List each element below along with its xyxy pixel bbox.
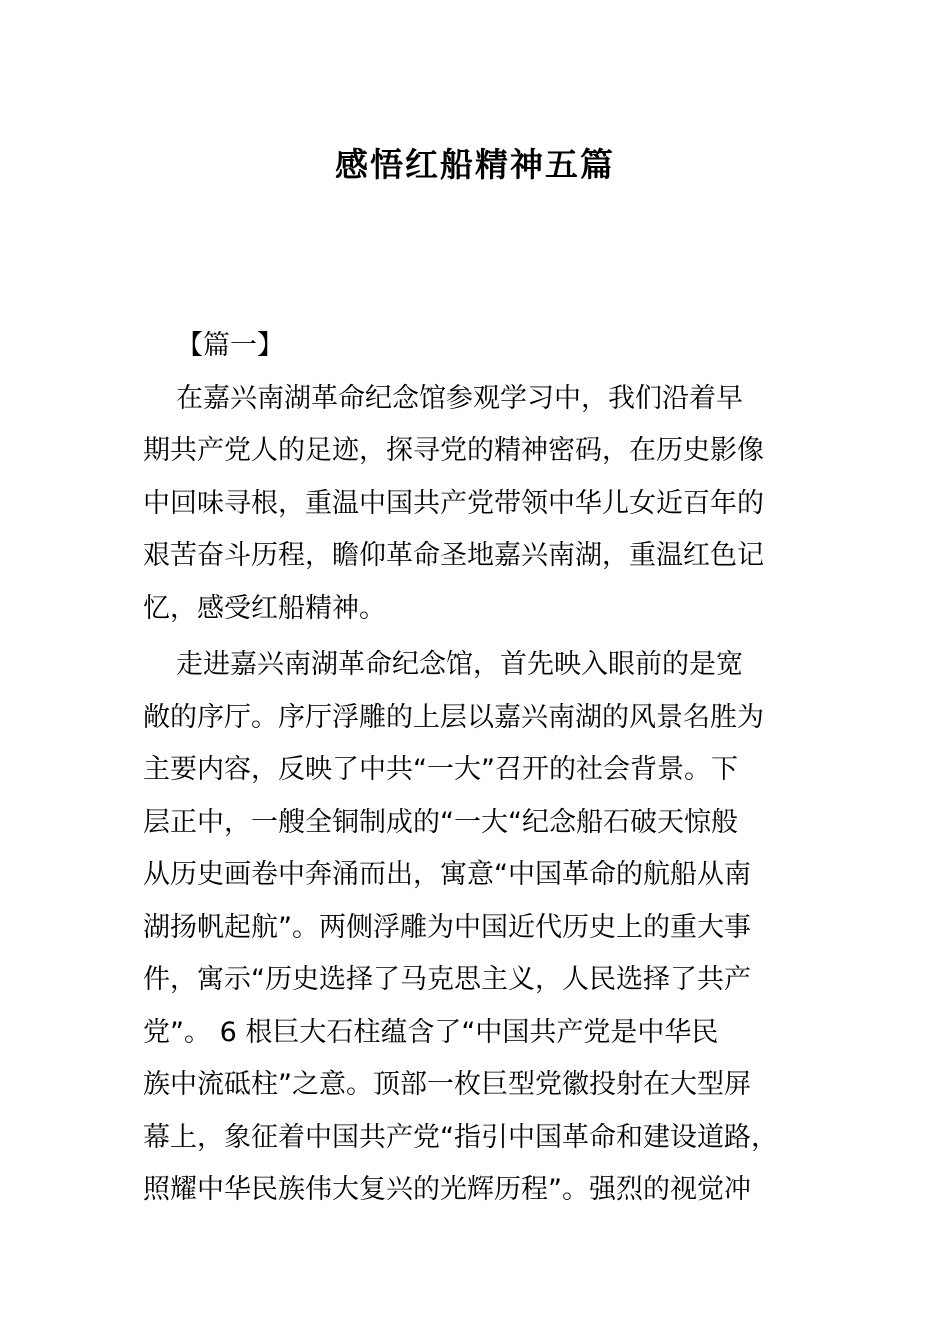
paragraph-line: 从历史画卷中奔涌而出，寓意“中国革命的航船从南 (143, 859, 751, 890)
paragraph-line: 党”。 6 根巨大石柱蕴含了“中国共产党是中华民 (143, 1016, 719, 1048)
paragraph-line: 照耀中华民族伟大复兴的光辉历程”。强烈的视觉冲 (143, 1174, 751, 1205)
paragraph-line: 中回味寻根，重温中国共产党带领中华儿女近百年的 (143, 487, 764, 519)
paragraph-2 (143, 639, 809, 1217)
paragraph-line: 期共产党人的足迹，探寻党的精神密码，在历史影像 (143, 435, 764, 466)
paragraph-line: 主要内容，反映了中共“一大”召开的社会背景。下 (143, 754, 738, 785)
paragraph-line: 在嘉兴南湖革命纪念馆参观学习中，我们沿着早 (176, 382, 743, 414)
paragraph-line: 幕上，象征着中国共产党“指引中国革命和建设道路， (143, 1121, 778, 1153)
paragraph-line: 族中流砥柱”之意。顶部一枚巨型党徽投射在大型屏 (143, 1069, 751, 1100)
section-heading: 【篇一】 (176, 330, 284, 361)
paragraph-line: 艰苦奋斗历程，瞻仰革命圣地嘉兴南湖，重温红色记 (143, 540, 764, 571)
document-body (143, 320, 809, 1217)
paragraph-line: 敞的序厅。序厅浮雕的上层以嘉兴南湖的风景名胜为 (143, 701, 764, 733)
paragraph-line: 层正中，一艘全铜制成的“一大“纪念船石破天惊般 (143, 806, 738, 838)
paragraph-line: 走进嘉兴南湖革命纪念馆，首先映入眼前的是宽 (176, 649, 743, 680)
paragraph-line: 湖扬帆起航”。两侧浮雕为中国近代历史上的重大事 (143, 911, 751, 943)
paragraph-line: 件，寓示“历史选择了马克思主义，人民选择了共产 (143, 964, 751, 995)
paragraph-1 (143, 373, 809, 636)
paragraph-line: 忆，感受红船精神。 (143, 592, 386, 624)
document-title: 感悟红船精神五篇 (335, 145, 615, 184)
